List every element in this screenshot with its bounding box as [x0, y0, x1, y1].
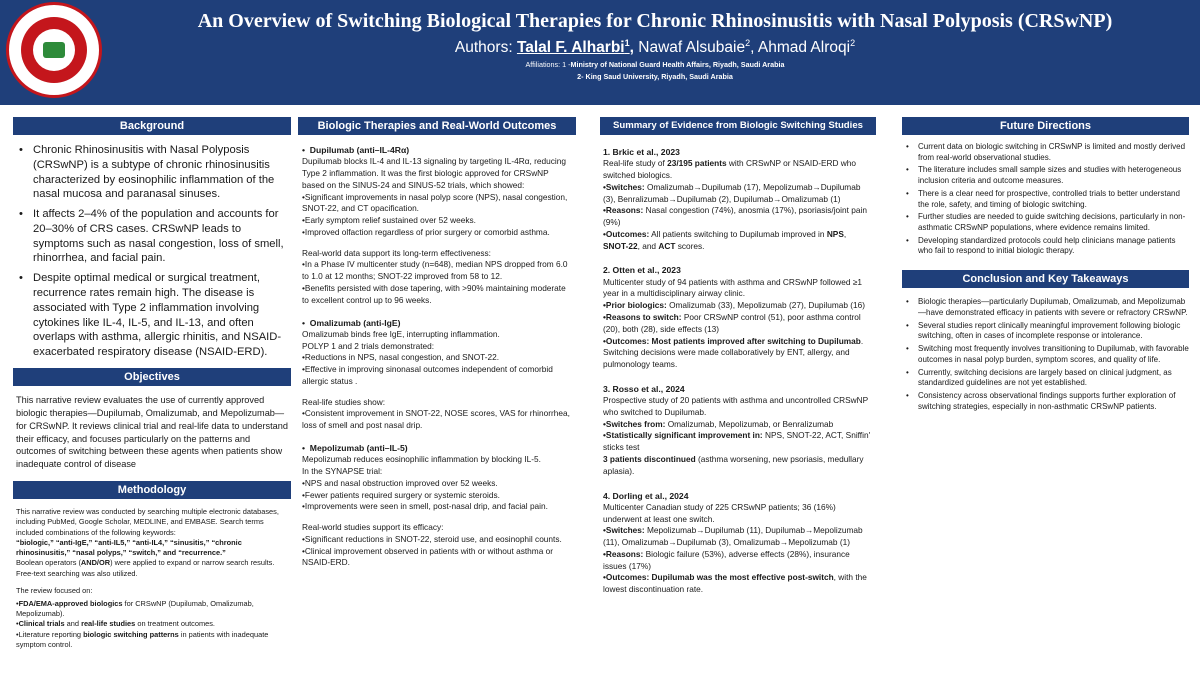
omalizumab-title: • Omalizumab (anti-IgE)	[302, 317, 401, 328]
biologics-body: • Dupilumab (anti–IL-4Rα) Dupilumab blocks IL-4 and IL-13 signaling by targeting IL-4Rα, reducing Type 2 inflammation. It was the first biologic approved for CRSwNP based on the SINUS-24 and SINUS-52 trials, which showed: •Significant improvements in nasal polyp score (NPS), nasal congestion, SNOT-22, and CT opacification. •Early symptom relief sustained over 52 weeks. •Improved olfaction regardless of prior surgery or comorbid asthma. Real-world data support its long-term effectiveness: •In a Phase IV multicenter study (n=648), median NPS dropped from 6.0 to 1.0 at 12 months; SNOT-22 improved from 58 to 12. •Benefits persisted with dose tapering, with >90% maintaining moderate to excellent control up to 96 weeks. • Omalizumab (anti-IgE) Omalizumab binds free IgE, interrupting inflammation. POLYP 1 and 2 trials demonstrated: •Reductions in NPS, nasal congestion, and SNOT-22. •Effective in improving sinonasal outcomes independent of comorbid allergic status . Real-life studies show: •Consistent improvement in SNOT-22, NOSE scores, VAS for rhinorrhea, loss of smell and post nasal drip. • Mepolizumab (anti–IL-5) Mepolizumab reduces eosinophilic inflammation by blocking IL-5. In the SYNAPSE trial: •NPS and nasal obstruction improved over 52 weeks. •Fewer patients required surgery or systemic steroids. •Improvements were seen in smell, post-nasal drip, and facial pain. Real-world studies support its efficacy: •Significant reductions in SNOT-22, steroid use, and eosinophil counts. •Clinical improvement observed in patients with or without asthma or NSAID-ERD.	[298, 144, 576, 569]
list-item: • Consistency across observational findings supports further exploration of switching strategies, especially in non-asthmatic CRSwNP patients.	[906, 391, 1189, 412]
evidence-heading: Summary of Evidence from Biologic Switching Studies	[600, 117, 876, 135]
conclusion-list	[902, 297, 1189, 412]
author-2: Nawaf Alsubaie$^2$,	[638, 38, 755, 57]
future-heading: Future Directions	[902, 117, 1189, 135]
column-2	[298, 117, 576, 569]
list-item: • Switching most frequently involves transitioning to Dupilumab, with favorable outcomes in nasal polyp burden, symptom scores, and quality of life.	[906, 344, 1189, 365]
list-item: • Despite optimal medical or surgical treatment, recurrence rates remain high. The disease is associated with Type 2 inflammation involving cytokines like IL-4, IL-5, and IL-13, and often overlaps with asthma, allergic rhinitis, and NSAID-exacerbated respiratory disease (NSAID-ERD).	[19, 271, 291, 360]
author-3: Ahmad Alroqi$^2$	[757, 38, 856, 57]
list-item: • Several studies report clinically meaningful improvement following biologic switching, often in cases of incomplete response or intolerance.	[906, 321, 1189, 342]
national-guard-emblem-icon	[6, 2, 102, 98]
background-list	[13, 143, 291, 360]
objectives-text: This narrative review evaluates the use of currently approved biologic therapies—Dupilumab, Omalizumab, and Mepolizumab—for CRSwNP. It reviews clinical trial and real-life data to understand their efficacy, and focuses particularly on the patterns and outcomes of switching between these agents when patients show inadequate control of disease	[16, 394, 289, 470]
objectives-heading: Objectives	[13, 368, 291, 386]
poster-header	[0, 0, 1200, 105]
study-4-title: 4. Dorling et al., 2024	[603, 490, 689, 501]
study-2-title: 2. Otten et al., 2023	[603, 265, 681, 276]
list-item: • Currently, switching decisions are largely based on clinical judgment, as standardized guidelines are not yet established.	[906, 368, 1189, 389]
list-item: • Developing standardized protocols could help clinicians manage patients who fail to respond to initial biologic therapy.	[906, 236, 1189, 257]
affiliation-2: 2- King Saud University, Riyadh, Saudi Arabia	[577, 72, 733, 81]
column-1	[13, 117, 291, 650]
presenter-name: Talal F. Alharbi$^1$,	[516, 38, 634, 57]
authors-prefix: Authors:	[454, 39, 517, 57]
affiliation-1: Affiliations: 1 -Ministry of National Guard Health Affairs, Riyadh, Saudi Arabia	[525, 60, 785, 69]
evidence-body: 1. Brkic et al., 2023 Real-life study of 23/195 patients with CRSwNP or NSAID-ERD who switched biologics. •Switches: Omalizumab→Dupilumab (17), Mepolizumab→Dupilumab (3), Benralizumab→Dupilumab (2), Dupilumab→Omalizumab (1) •Reasons: Nasal congestion (74%), anosmia (17%), psoriasis/joint pain (9%) •Outcomes: All patients switching to Dupilumab improved in NPS, SNOT-22, and ACT scores. 2. Otten et al., 2023 Multicenter study of 94 patients with asthma and CRSwNP followed ≥1 year in a multidisciplinary airway clinic. •Prior biologics: Omalizumab (33), Mepolizumab (27), Dupilumab (16) •Reasons to switch: Poor CRSwNP control (51), poor asthma control (20), both (28), side effects (13) •Outcomes: Most patients improved after switching to Dupilumab. Switching decisions were made collaboratively by ENT, allergy, and pulmonology teams. 3. Rosso et al., 2024 Prospective study of 20 patients with asthma and uncontrolled CRSwNP who switched to Dupilumab. •Switches from: Omalizumab, Mepolizumab, or Benralizumab •Statistically significant improvement in: NPS, SNOT-22, ACT, Sniffin' sticks test 3 patients discontinued (asthma worsening, new psoriasis, medullary aplasia). 4. Dorling et al., 2024 Multicenter Canadian study of 225 CRSwNP patients; 36 (16%) underwent at least one switch. •Switches: Mepolizumab→Dupilumab (11), Dupilumab→Mepolizumab (11), Omalizumab→Dupilumab (3), Omalizumab→Mepolizumab (1) •Reasons: Biologic failure (53%), adverse effects (28%), insurance issues (17%) •Outcomes: Dupilumab was the most effective post-switch, with the lowest discontinuation rate.	[600, 146, 876, 596]
biologics-heading: Biologic Therapies and Real-World Outcomes	[298, 117, 576, 135]
future-list	[902, 142, 1189, 257]
list-item: • There is a clear need for prospective, controlled trials to better understand the role, safety, and timing of biologic switching.	[906, 189, 1189, 210]
column-3	[600, 117, 876, 596]
conclusion-heading: Conclusion and Key Takeaways	[902, 270, 1189, 288]
list-item: • Biologic therapies—particularly Dupilumab, Omalizumab, and Mepolizumab—have demonstrated efficacy in patients with severe or refractory CRSwNP.	[906, 297, 1189, 318]
list-item: • It affects 2–4% of the population and accounts for 20–30% of CRS cases. CRSwNP leads to symptoms such as nasal congestion, loss of smell, rhinorrhea, and facial pain.	[19, 207, 291, 266]
mepolizumab-title: • Mepolizumab (anti–IL-5)	[302, 443, 408, 454]
methodology-body: This narrative review was conducted by searching multiple electronic databases, including PubMed, Google Scholar, MEDLINE, and EMBASE. Search terms included combinations of the following keywords: “biologic,” “anti-IgE,” “anti-IL5,” “anti-IL4,” “sinusitis,” “chronic rhinosinusitis,” “nasal polyps,” “switch,” and “recurrence.” Boolean operators (AND/OR) were applied to expand or narrow search results. Free-text searching was also utilized. The review focused on: •FDA/EMA-approved biologics for CRSwNP (Dupilumab, Omalizumab, Mepolizumab). •Clinical trials and real-life studies on treatment outcomes. •Literature reporting biologic switching patterns in patients with inadequate symptom control.	[16, 507, 279, 649]
study-3-title: 3. Rosso et al., 2024	[603, 383, 685, 394]
list-item: • Current data on biologic switching in CRSwNP is limited and mostly derived from real-world observational studies.	[906, 142, 1189, 163]
list-item: • Further studies are needed to guide switching decisions, particularly in non-asthmatic CRSwNP populations, where evidence remains limited.	[906, 212, 1189, 233]
list-item: • Chronic Rhinosinusitis with Nasal Polyposis (CRSwNP) is a subtype of chronic rhinosinusitis characterized by eosinophilic inflammation of the nasal mucosa and paranasal sinuses.	[19, 143, 291, 202]
dupilumab-title: • Dupilumab (anti–IL-4Rα)	[302, 145, 410, 155]
column-4	[902, 117, 1189, 414]
methodology-heading: Methodology	[13, 481, 291, 499]
list-item: • The literature includes small sample sizes and studies with heterogeneous inclusion criteria and outcome measures.	[906, 165, 1189, 186]
study-1-title: 1. Brkic et al., 2023	[603, 147, 680, 157]
authors-line	[110, 38, 1200, 57]
background-heading: Background	[13, 117, 291, 135]
poster-title: An Overview of Switching Biological Therapies for Chronic Rhinosinusitis with Nasal Polyposis (CRSwNP)	[197, 10, 1113, 32]
